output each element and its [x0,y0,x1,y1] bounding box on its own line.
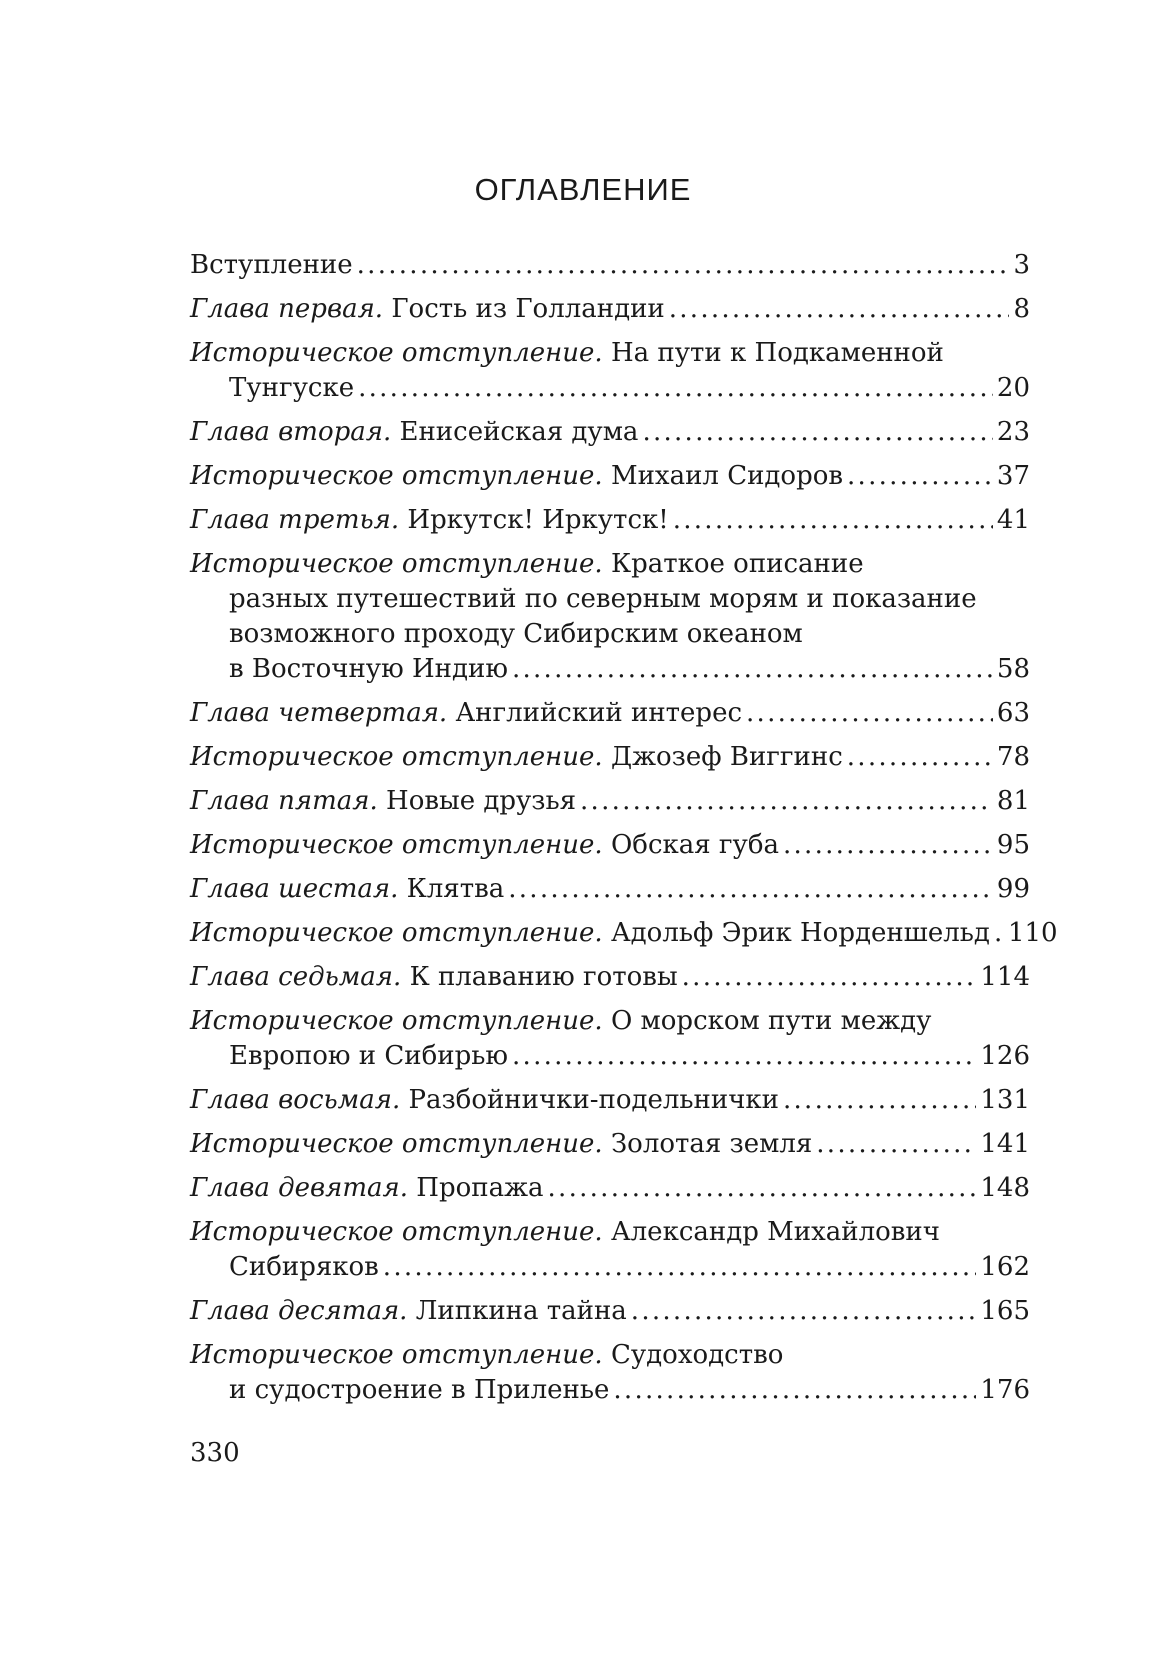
toc-entry-line [190,784,1030,819]
toc-entry-text [229,617,803,652]
toc-entry-line [190,1039,1030,1074]
toc-entry-text [190,784,576,819]
toc-entry-title: Судоходство [610,1340,784,1370]
dot-leader [816,1127,976,1162]
table-of-contents [190,248,1058,1417]
dot-leader [783,828,993,863]
toc-entry[interactable] [190,696,1030,731]
toc-entry[interactable] [190,336,1030,406]
dot-leader [631,1294,977,1329]
toc-entry-line [190,652,1030,687]
toc-entry-label: Историческое отступление. [190,830,603,860]
toc-entry-label: Глава четвертая. [190,698,448,728]
toc-entry-text [190,696,742,731]
dot-leader [508,872,993,907]
toc-entry[interactable] [190,828,1030,863]
toc-entry[interactable] [190,1127,1030,1162]
dot-leader [548,1171,977,1206]
toc-entry-label: Историческое отступление. [190,1340,603,1370]
toc-entry[interactable] [190,459,1030,494]
dot-leader [580,784,993,819]
toc-entry[interactable] [190,1171,1030,1206]
toc-entry-page: 58 [996,654,1030,684]
toc-entry-text [190,1083,779,1118]
toc-entry-text [229,1373,609,1408]
toc-entry-title: О морском пути между [610,1006,932,1036]
toc-entry-title: Европою и Сибирью [229,1041,509,1071]
toc-entry-label: Глава шестая. [190,874,399,904]
toc-entry[interactable] [190,248,1030,283]
toc-entry-title: Тунгуске [229,373,355,403]
toc-entry-text [229,652,508,687]
toc-entry-title: Михаил Сидоров [610,461,844,491]
toc-entry-text [190,1294,627,1329]
toc-entry-page: 148 [980,1173,1030,1203]
toc-entry-line [190,1127,1030,1162]
toc-entry-line [190,503,1030,538]
toc-entry-title: Енисейская дума [399,417,639,447]
toc-entry-text [190,415,638,450]
toc-entry-text [190,960,678,995]
toc-entry-page: 63 [996,698,1030,728]
toc-entry-text [190,916,990,951]
toc-entry-label: Историческое отступление. [190,742,603,772]
toc-entry-line [190,1338,1030,1373]
toc-entry-line [190,582,1030,617]
dot-leader [512,1039,976,1074]
dot-leader [682,960,977,995]
page-title: ОГЛАВЛЕНИЕ [474,172,692,207]
toc-entry-title: Разбойнички-подельнички [408,1085,779,1115]
toc-entry-line [190,960,1030,995]
toc-entry[interactable] [190,1004,1030,1074]
toc-entry-line [190,1250,1030,1285]
toc-entry-page: 176 [980,1375,1030,1405]
toc-entry-text [190,1127,812,1162]
toc-entry-label: Глава первая. [190,294,384,324]
toc-entry-title: Вступление [190,250,353,280]
toc-entry-page: 81 [996,786,1030,816]
toc-entry-text [190,503,669,538]
toc-entry-title: Краткое описание [610,549,864,579]
toc-entry-title: Иркутск! Иркутск! [407,505,669,535]
toc-entry-label: Глава десятая. [190,1296,408,1326]
toc-entry-text [190,248,353,283]
toc-entry-page: 20 [996,373,1030,403]
toc-entry-line [190,740,1030,775]
toc-entry[interactable] [190,1215,1030,1285]
toc-entry-label: Глава девятая. [190,1173,409,1203]
toc-entry-title: Александр Михайлович [610,1217,940,1247]
toc-entry-label: Историческое отступление. [190,1129,603,1159]
toc-entry-label: Историческое отступление. [190,1006,603,1036]
toc-entry-text [229,371,354,406]
toc-entry[interactable] [190,1083,1030,1118]
toc-entry-label: Глава восьмая. [190,1085,401,1115]
dot-leader [847,459,993,494]
toc-entry-page: 131 [980,1085,1030,1115]
page-number: 330 [190,1438,240,1468]
toc-entry-line [190,415,1030,450]
dot-leader [383,1250,977,1285]
toc-entry-line [190,617,1030,652]
toc-entry-title: Обская губа [610,830,779,860]
toc-entry[interactable] [190,415,1030,450]
toc-entry[interactable] [190,784,1030,819]
toc-entry-page: 78 [996,742,1030,772]
toc-entry-line [190,248,1030,283]
toc-entry-page: 37 [996,461,1030,491]
toc-entry-text [190,1171,544,1206]
toc-entry-text [190,828,779,863]
toc-entry-title: Липкина тайна [415,1296,627,1326]
toc-entry-page: 95 [996,830,1030,860]
toc-entry-text [229,1250,379,1285]
toc-entry-title: Адольф Эрик Норденшельд [610,918,990,948]
dot-leader [669,292,1010,327]
toc-entry[interactable] [190,960,1030,995]
toc-entry-line [190,1294,1030,1329]
toc-entry-line [190,292,1030,327]
toc-entry-line [190,459,1030,494]
toc-entry-text [190,1338,783,1373]
toc-entry-title: К плаванию готовы [409,962,678,992]
toc-entry-title: На пути к Подкаменной [610,338,944,368]
toc-entry-text [190,459,843,494]
dot-leader [357,248,1010,283]
dot-leader [673,503,993,538]
dot-leader [642,415,992,450]
toc-entry-text [190,1215,940,1250]
toc-entry-line [190,547,1030,582]
toc-entry-title: Клятва [406,874,505,904]
toc-entry-line [190,1215,1030,1250]
toc-entry-label: Историческое отступление. [190,918,603,948]
toc-entry-page: 23 [996,417,1030,447]
toc-entry-page: 99 [996,874,1030,904]
toc-entry[interactable] [190,740,1030,775]
toc-entry-page: 165 [980,1296,1030,1326]
toc-entry-text [190,740,843,775]
toc-entry-page: 141 [980,1129,1030,1159]
toc-entry-text [229,582,977,617]
toc-entry-text [190,872,504,907]
toc-entry-line [190,1083,1030,1118]
toc-entry-line [190,872,1030,907]
toc-entry-page: 8 [1013,294,1030,324]
toc-entry-title: Джозеф Виггинс [610,742,843,772]
toc-entry-page: 114 [980,962,1030,992]
dot-leader [613,1373,976,1408]
toc-entry-title: Сибиряков [229,1252,379,1282]
toc-entry-label: Историческое отступление. [190,461,603,491]
toc-entry-page: 126 [980,1041,1030,1071]
dot-leader [358,371,993,406]
toc-entry-text [229,1039,508,1074]
toc-entry-text [190,547,864,582]
toc-entry-title: в Восточную Индию [229,654,508,684]
toc-entry-page: 3 [1013,250,1030,280]
toc-entry-title: разных путешествий по северным морям и показание [229,584,977,614]
toc-entry-line [190,1004,1030,1039]
toc-entry-line [190,371,1030,406]
dot-leader [512,652,993,687]
toc-entry-label: Глава седьмая. [190,962,402,992]
toc-entry-title: и судостроение в Приленье [229,1375,610,1405]
toc-entry-label: Глава третья. [190,505,400,535]
toc-entry-line [190,916,1058,951]
toc-entry-page: 41 [996,505,1030,535]
toc-entry-text [190,336,944,371]
toc-entry-line [190,1171,1030,1206]
toc-entry-text [190,292,665,327]
toc-entry[interactable] [190,503,1030,538]
toc-entry-title: Золотая земля [610,1129,813,1159]
toc-entry-label: Глава пятая. [190,786,378,816]
dot-leader [746,696,993,731]
toc-entry[interactable] [190,872,1030,907]
toc-entry[interactable] [190,547,1030,687]
toc-entry-label: Историческое отступление. [190,338,603,368]
toc-entry[interactable] [190,292,1030,327]
toc-entry-title: Новые друзья [386,786,577,816]
toc-entry-line [190,1373,1030,1408]
toc-entry[interactable] [190,1294,1030,1329]
toc-entry-line [190,828,1030,863]
toc-entry-label: Глава вторая. [190,417,392,447]
toc-entry-text [190,1004,931,1039]
toc-entry-line [190,336,1030,371]
toc-entry-page: 162 [980,1252,1030,1282]
toc-entry-title: Английский интерес [455,698,743,728]
toc-entry-line [190,696,1030,731]
dot-leader [847,740,993,775]
dot-leader [783,1083,976,1118]
toc-entry[interactable] [190,916,1058,951]
toc-entry-title: возможного проходу Сибирским океаном [229,619,803,649]
toc-entry-label: Историческое отступление. [190,549,603,579]
toc-entry-page: 110 [1007,918,1058,948]
toc-entry-title: Пропажа [416,1173,544,1203]
toc-entry[interactable] [190,1338,1030,1408]
dot-leader [994,916,1004,951]
toc-entry-title: Гость из Голландии [391,294,665,324]
toc-entry-label: Историческое отступление. [190,1217,603,1247]
